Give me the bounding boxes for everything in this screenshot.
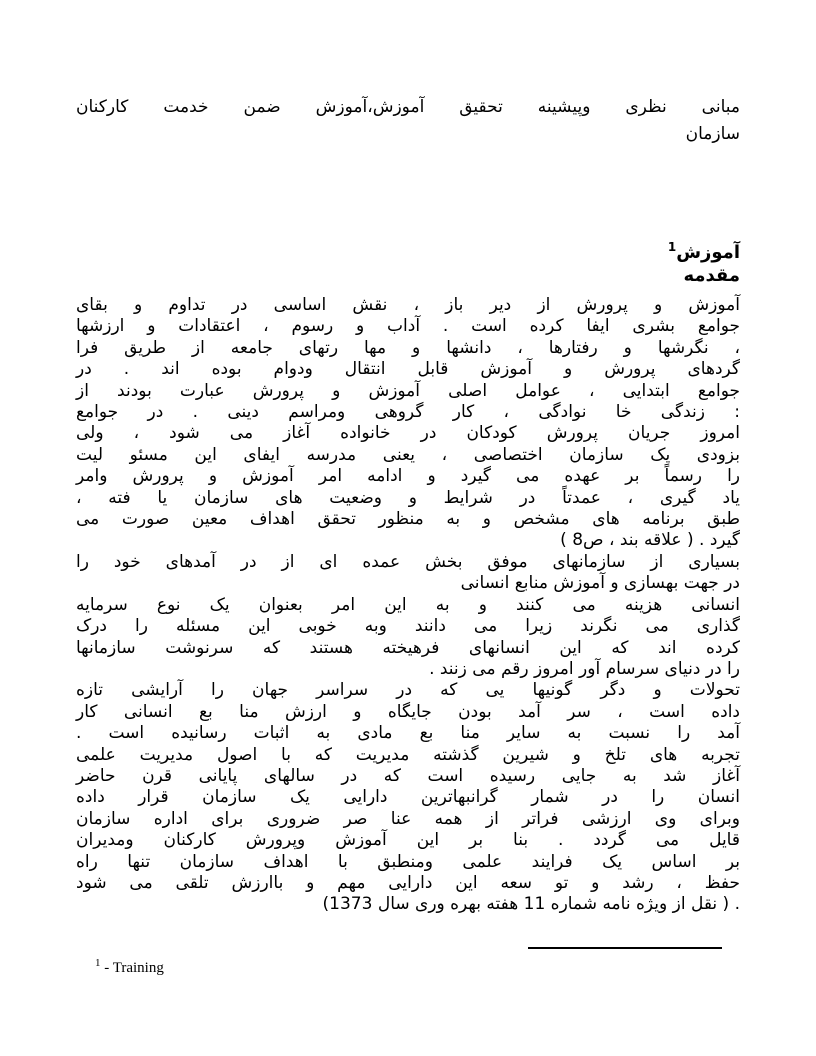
text-line: جوامع بشری ایفا کرده است . آداب و رسوم ، اعتقادات و ارزشها	[76, 316, 740, 337]
footnote-area	[76, 947, 740, 977]
footnote-separator-rule	[528, 947, 722, 949]
heading-title: آموزش	[676, 242, 740, 263]
text-line: ، نگرشها و رفتارها ، دانشها و مها رتهای جامعه از طریق فرا	[76, 337, 740, 358]
text-line: حفظ ، رشد و تو سعه این دارایی مهم و باارزش تلقی می شود	[76, 872, 740, 893]
text-line: طبق برنامه های مشخص و به منظور تحقق اهداف معین صورت می	[76, 509, 740, 530]
body-text	[76, 295, 740, 916]
text-line: گذاری می نگرند زیرا می دانند وبه خوبی این مسئله را درک	[76, 616, 740, 637]
text-line: گردهای پرورش و آموزش قابل انتقال ودوام بوده اند . در	[76, 359, 740, 380]
text-line: سازمان	[685, 124, 740, 144]
text-line: در جهت بهسازی و آموزش منابع انسانی	[460, 573, 740, 594]
text-line: آغاز شد به جایی رسیده است که در سالهای پایانی قرن حاضر	[76, 765, 740, 786]
text-line: . ( نقل از ویژه نامه شماره 11 هفته بهره وری سال 1373)	[322, 894, 740, 915]
text-line: : زندگی خا نوادگی ، کار گروهی ومراسم دینی . در جوامع	[76, 402, 740, 423]
text-line: قایل می گردد . بنا بر این آموزش وپرورش کارکنان ومدیران	[76, 830, 740, 851]
text-line: آموزش و پرورش از دیر باز ، نقش اساسی در تداوم و بقای	[76, 295, 740, 315]
text-line: را رسماً بر عهده می گیرد و ادامه امر آموزش و پرورش وامر	[76, 466, 740, 487]
footnote	[95, 957, 740, 977]
heading-title-line	[76, 236, 740, 264]
text-line: را در دنیای سرسام آور امروز رقم می زنند .	[429, 658, 740, 679]
text-line: بزودی یک سازمان اختصاصی ، یعنی مدرسه ایفای این مسئو لیت	[76, 444, 740, 465]
text-line: وبرای وی ارزشی فراتر از همه عنا صر ضروری برای اداره سازمان	[76, 808, 740, 829]
text-line: امروز جریان پرورش کودکان در خانواده آغاز می شود ، ولی	[76, 423, 740, 444]
text-line: گیرد . ( علاقه بند ، ص8 )	[560, 530, 740, 551]
page-header	[76, 94, 740, 148]
text-line: انسان را در شمار گرانبهاترین دارایی یک سازمان قرار داده	[76, 787, 740, 808]
text-line: آمد را نسبت به سایر منا بع مادی به اثبات رسانیده است .	[76, 723, 740, 744]
text-line: مبانی نظری وپیشینه تحقیق آموزش،آموزش ضمن خدمت کارکنان	[76, 97, 740, 117]
text-line: بسیاری از سازمانهای موفق بخش عمده ای از در آمدهای خود را	[76, 551, 740, 572]
text-line: جوامع ابتدایی ، عوامل اصلی آموزش و پرورش عبارت بودند از	[76, 380, 740, 401]
text-line: انسانی هزینه می کنند و به این امر بعنوان یک نوع سرمایه	[76, 594, 740, 615]
footnote-marker: 1	[95, 956, 101, 969]
heading-subtitle: مقدمه	[683, 265, 740, 286]
text-line: تحولات و دگر گونیها یی که در سراسر جهان را آرایشی تازه	[76, 680, 740, 701]
text-line: تجربه های تلخ و شیرین گذشته مدیریت که با اصول مدیریت علمی	[76, 744, 740, 765]
vertical-gap	[76, 148, 740, 236]
section-heading	[76, 236, 740, 287]
text-line: بر اساس یک فرایند علمی ومنطبق با اهداف سازمان تنها راه	[76, 851, 740, 872]
footnote-text: - Training	[104, 959, 164, 976]
footnote-ref-marker: 1	[667, 240, 677, 254]
text-line: داده است ، سر آمد بودن جایگاه و ارزش منا بع انسانی کار	[76, 701, 740, 722]
text-line: یاد گیری ، عمدتاً در شرایط و وضعیت های سازمان یا فته ،	[76, 487, 740, 508]
text-line: کرده اند که این انسانهای فرهیخته هستند که سرنوشت سازمانها	[76, 637, 740, 658]
